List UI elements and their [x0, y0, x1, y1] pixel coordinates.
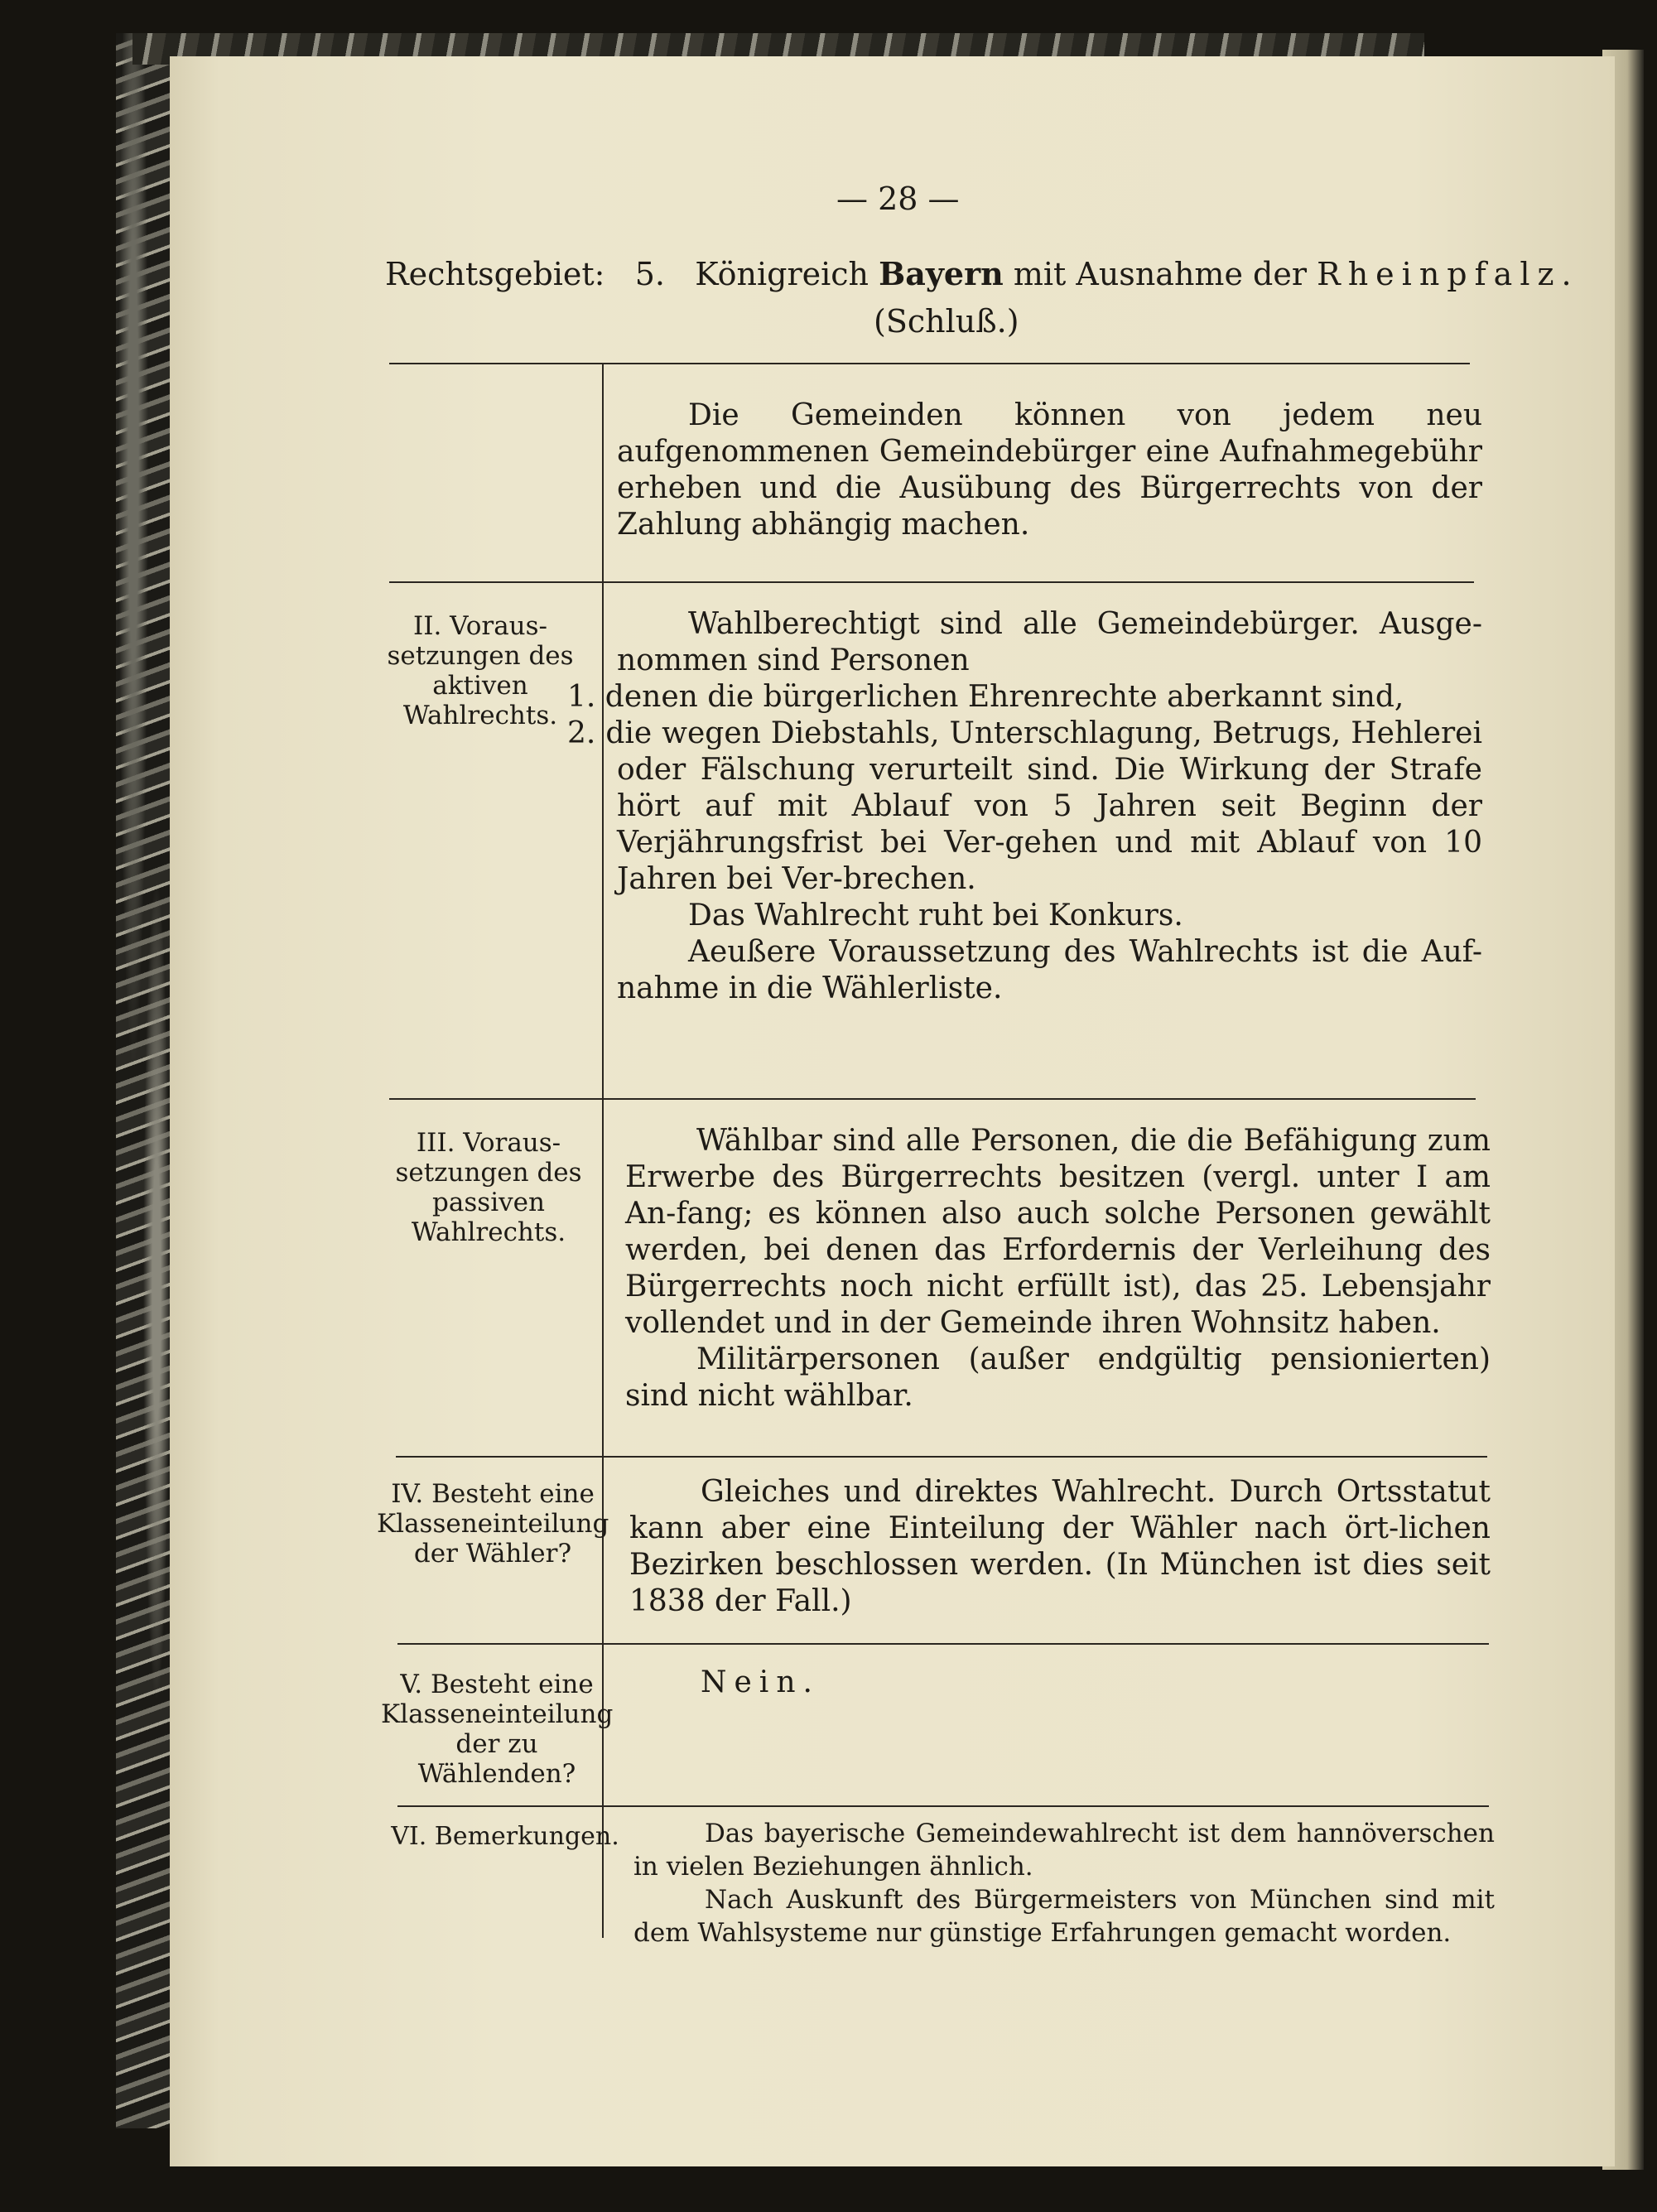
row2-item-2: 2. die wegen Diebstahls, Unterschlagung, Betrugs, Hehlerei oder Fälschung verurteilt sind. Die Wirkung der Strafe hört auf mit Ablauf von 5 Jahren seit Beginn der Verjährungsfrist bei Ver-gehen und mit Ablauf von 10 Jahren bei Ver-brechen. [567, 716, 1482, 896]
section-header [385, 255, 1579, 340]
rule-4 [397, 1643, 1489, 1645]
row5-paragraph: Nein. [701, 1665, 820, 1699]
row4-paragraph: Gleiches und direktes Wahlrecht. Durch Ortsstatut kann aber eine Einteilung der Wähler nach ört-lichen Bezirken beschlossen werden. (In München ist dies seit 1838 der Fall.) [629, 1475, 1491, 1618]
row3-paragraph-2: Militärpersonen (außer endgültig pensionierten) sind nicht wählbar. [625, 1342, 1491, 1413]
header-continuation: (Schluß.) [874, 303, 1019, 340]
row6-label: VI. Bemerkungen. [391, 1822, 619, 1851]
row6-paragraph-1: Das bayerische Gemeindewahlrecht ist dem hannöverschen in vielen Beziehungen ähnlich. [633, 1819, 1495, 1882]
row5-label: V. Besteht eine Klasseneinteilung der zu Wählenden? [381, 1670, 614, 1789]
book-cover-marbled [116, 33, 174, 2128]
row3-content [625, 1123, 1491, 1414]
row3-paragraph-1: Wählbar sind alle Personen, die die Befähigung zum Erwerbe des Bürgerrechts besitzen (vergl. unter I am An-fang; es können also auch solche Personen gewählt werden, bei denen das Erfordernis der Verleihung des Bürgerrechts noch nicht erfüllt ist), das 25. Lebensjahr vollendet und in der Gemeinde ihren Wohnsitz haben. [625, 1124, 1491, 1340]
rule-3 [396, 1456, 1487, 1458]
row4-content [629, 1474, 1491, 1620]
rule-top [389, 363, 1470, 364]
row2-paragraph-1: Das Wahlrecht ruht bei Konkurs. [688, 899, 1183, 933]
row5-content [629, 1665, 1491, 1701]
row3-label: III. Voraus-setzungen des passiven Wahlrechts. [395, 1128, 582, 1247]
page-number: — 28 — [836, 181, 960, 217]
header-text-mid: mit Ausnahme der [1013, 256, 1307, 292]
row2-paragraph-2: Aeußere Voraussetzung des Wahlrechts ist die Auf-nahme in die Wählerliste. [617, 935, 1482, 1005]
row2-label: II. Voraus-setzungen des aktiven Wahlrechts. [387, 611, 574, 730]
rule-5 [397, 1805, 1489, 1807]
row2-item-1: 1. denen die bürgerlichen Ehrenrechte aberkannt sind, [567, 680, 1404, 714]
row1-paragraph: Die Gemeinden können von jedem neu aufgenommenen Gemeindebürger eine Aufnahmegebühr erheben und die Ausübung des Bürgerrechts von der Zahlung abhängig machen. [617, 398, 1482, 542]
header-region: Bayern [879, 255, 1004, 292]
row6-content [633, 1817, 1495, 1949]
rule-1 [389, 581, 1474, 583]
row2-intro: Wahlberechtigt sind alle Gemeindebürger. Ausge-nommen sind Personen [617, 607, 1482, 677]
rule-2 [389, 1098, 1476, 1100]
row6-paragraph-2: Nach Auskunft des Bürgermeisters von München sind mit dem Wahlsysteme nur günstige Erfahrungen gemacht worden. [633, 1885, 1495, 1948]
header-number: 5. [634, 256, 665, 292]
row1-content [617, 398, 1482, 543]
row4-label: IV. Besteht eine Klasseneinteilung der Wähler? [377, 1479, 609, 1569]
header-exception: Rheinpfalz. [1317, 256, 1579, 292]
header-text-pre: Königreich [695, 256, 869, 292]
header-label: Rechtsgebiet: [385, 256, 605, 292]
row2-content [567, 606, 1482, 1007]
